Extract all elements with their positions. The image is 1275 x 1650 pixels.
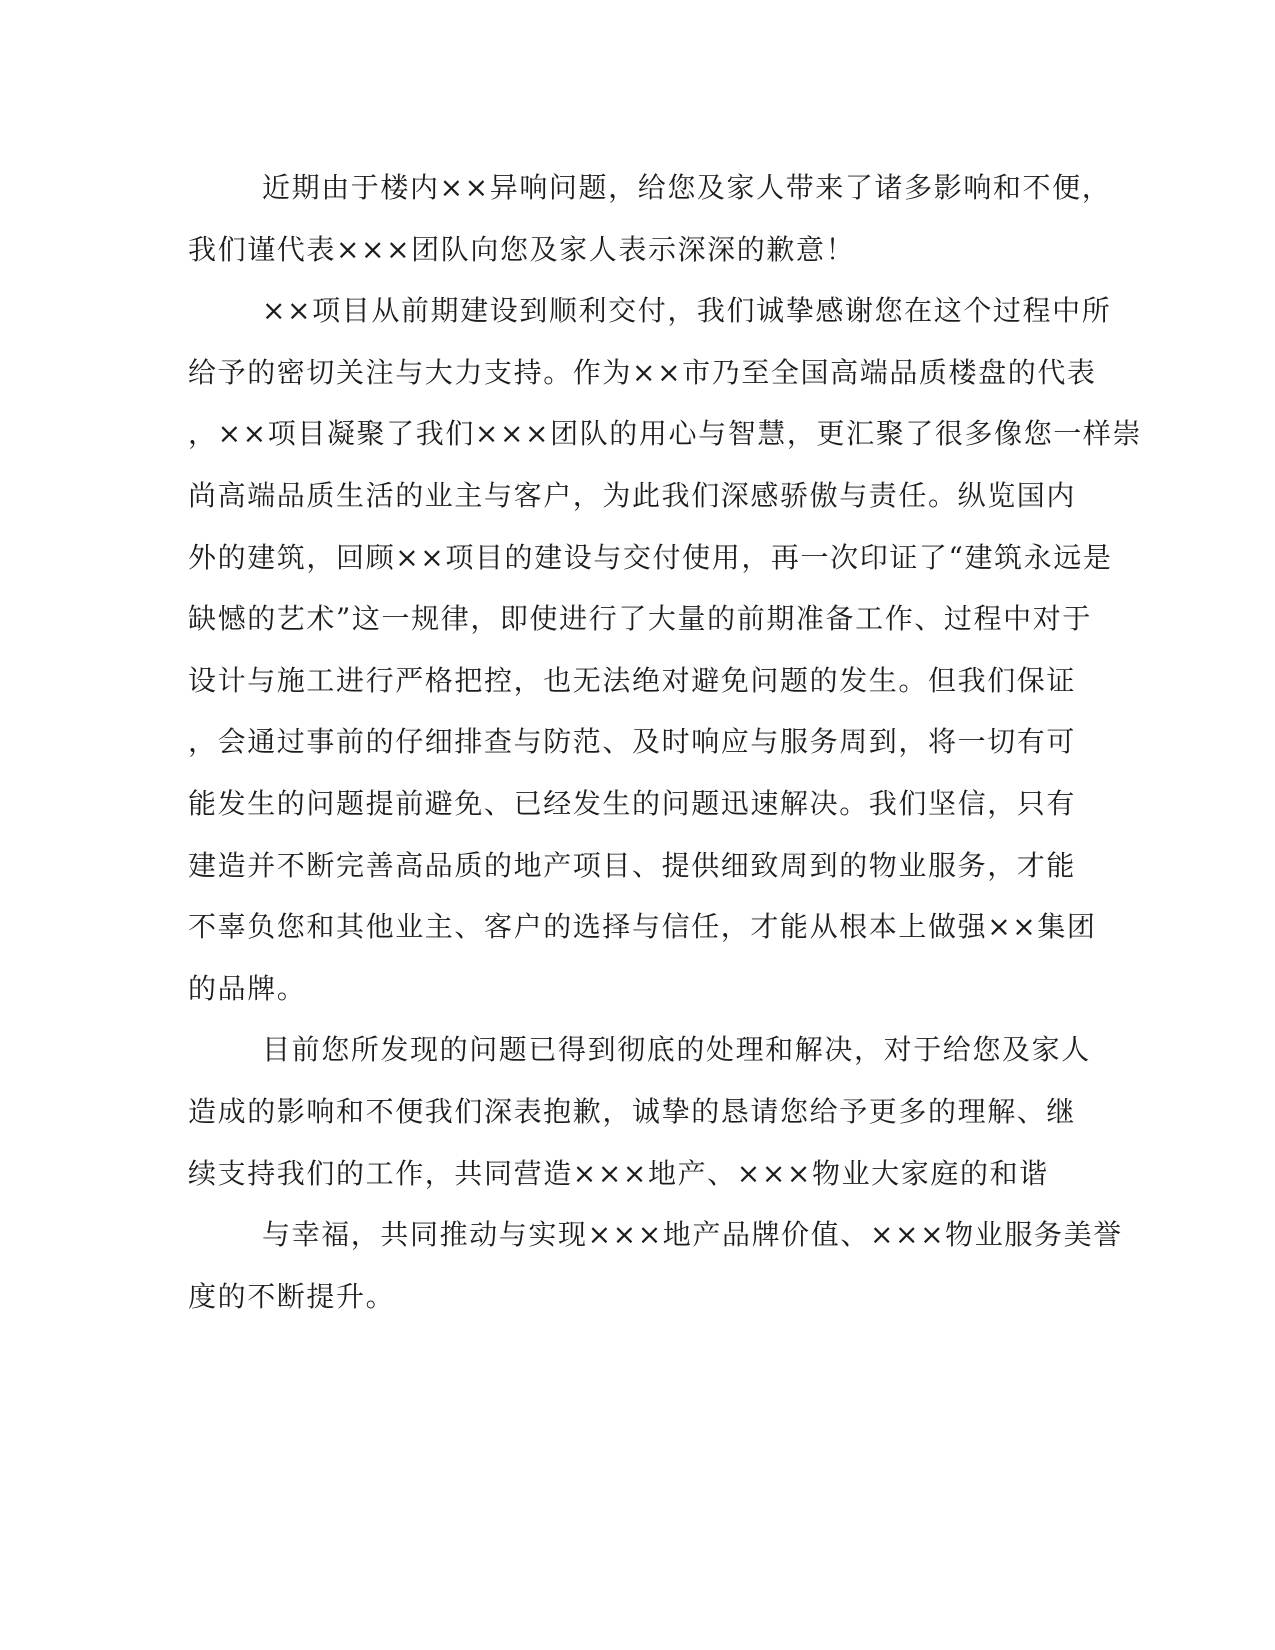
paragraph-2-line-4: 尚高端品质生活的业主与客户，为此我们深感骄傲与责任。纵览国内	[188, 478, 1077, 512]
paragraph-2-line-1: ××项目从前期建设到顺利交付，我们诚挚感谢您在这个过程中所	[262, 294, 1112, 328]
paragraph-2-line-5: 外的建筑，回顾××项目的建设与交付使用，再一次印证了“建筑永远是	[188, 540, 1113, 574]
paragraph-3-line-3: 续支持我们的工作，共同营造×××地产、×××物业大家庭的和谐	[188, 1156, 1049, 1190]
paragraph-2-line-11: 不辜负您和其他业主、客户的选择与信任，才能从根本上做强××集团	[188, 910, 1097, 944]
paragraph-4-line-2: 度的不断提升。	[188, 1279, 396, 1313]
paragraph-1-line-2: 我们谨代表×××团队向您及家人表示深深的歉意！	[188, 232, 856, 266]
paragraph-2-line-2: 给予的密切关注与大力支持。作为××市乃至全国高端品质楼盘的代表	[188, 355, 1097, 389]
paragraph-2-line-6: 缺憾的艺术”这一规律，即使进行了大量的前期准备工作、过程中对于	[188, 602, 1092, 636]
paragraph-1-line-1: 近期由于楼内××异响问题，给您及家人带来了诸多影响和不便，	[262, 171, 1112, 204]
paragraph-2-line-3: ，××项目凝聚了我们×××团队的用心与智慧，更汇聚了很多像您一样崇	[188, 417, 1143, 451]
paragraph-2-line-8: ，会通过事前的仔细排查与防范、及时响应与服务周到，将一切有可	[188, 725, 1077, 759]
paragraph-3-line-1: 目前您所发现的问题已得到彻底的处理和解决，对于给您及家人	[262, 1033, 1091, 1067]
letter-body	[188, 157, 1143, 1327]
paragraph-4-line-1: 与幸福，共同推动与实现×××地产品牌价值、×××物业服务美誉	[262, 1218, 1123, 1252]
paragraph-3-line-2: 造成的影响和不便我们深表抱歉，诚挚的恳请您给予更多的理解、继	[188, 1094, 1077, 1128]
paragraph-2-line-12: 的品牌。	[188, 971, 307, 1005]
paragraph-2-line-9: 能发生的问题提前避免、已经发生的问题迅速解决。我们坚信，只有	[188, 786, 1077, 820]
paragraph-2-line-10: 建造并不断完善高品质的地产项目、提供细致周到的物业服务，才能	[188, 848, 1077, 882]
paragraph-2-line-7: 设计与施工进行严格把控，也无法绝对避免问题的发生。但我们保证	[188, 663, 1077, 697]
